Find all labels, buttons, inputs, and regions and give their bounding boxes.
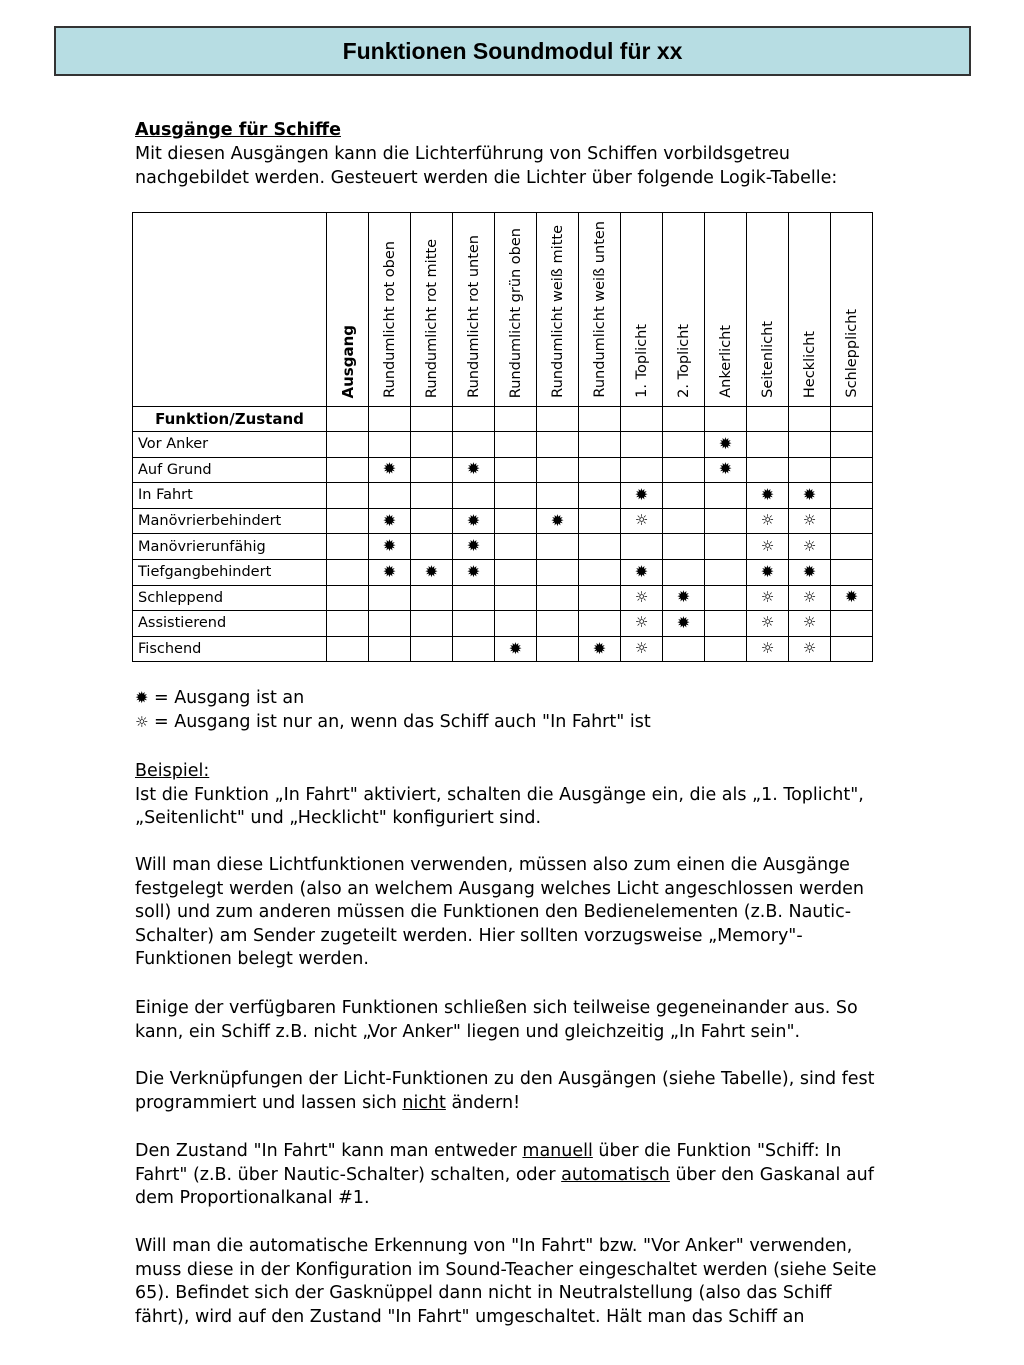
text-line: 65). Befindet sich der Gasknüppel dann nicht in Neutralstellung (also das Schiff [135, 1283, 832, 1304]
table-cell [789, 636, 831, 662]
table-cell [747, 432, 789, 458]
column-header [411, 213, 453, 407]
table-cell [369, 508, 411, 534]
example-line: „Seitenlicht" und „Hecklicht" konfiguriert sind. [135, 808, 542, 829]
table-cell [327, 636, 369, 662]
table-cell [537, 585, 579, 611]
table-cell [411, 585, 453, 611]
table-cell [369, 457, 411, 483]
light-on-icon: ✹ [592, 638, 607, 658]
table-cell [747, 457, 789, 483]
subheader-cell [369, 407, 411, 432]
light-conditional-icon: ☼ [802, 613, 817, 632]
table-cell [495, 508, 537, 534]
example-section [135, 760, 925, 831]
table-cell [495, 636, 537, 662]
table-cell [747, 483, 789, 509]
table-cell [369, 534, 411, 560]
table-cell [747, 611, 789, 637]
table-cell [453, 432, 495, 458]
table-cell [789, 534, 831, 560]
column-header-label: 1. Toplicht [633, 324, 650, 398]
legend-on [135, 686, 651, 710]
light-on-icon: ✹ [382, 510, 397, 530]
table-row [133, 457, 873, 483]
table-cell [747, 585, 789, 611]
light-on-icon: ✹ [382, 561, 397, 581]
text-line: dem Proportionalkanal #1. [135, 1188, 370, 1209]
light-conditional-icon: ☼ [634, 639, 649, 658]
table-cell [705, 559, 747, 585]
subheader-cell [747, 407, 789, 432]
table-cell [789, 559, 831, 585]
light-on-icon: ✹ [802, 484, 817, 504]
table-cell [663, 432, 705, 458]
light-conditional-icon: ☼ [634, 613, 649, 632]
table-cell [453, 636, 495, 662]
table-cell [327, 432, 369, 458]
table-row [133, 585, 873, 611]
legend-cond-text: = Ausgang ist nur an, wenn das Schiff auch "In Fahrt" ist [148, 712, 651, 732]
table-cell [747, 508, 789, 534]
light-conditional-icon: ☼ [802, 587, 817, 606]
table-cell [663, 534, 705, 560]
table-cell [579, 508, 621, 534]
table-cell [327, 534, 369, 560]
text-line: fährt), wird auf den Zustand "In Fahrt" umgeschaltet. Hält man das Schiff an [135, 1306, 805, 1327]
column-header [705, 213, 747, 407]
text-span: über die Funktion "Schiff: In [592, 1141, 842, 1161]
table-cell [453, 559, 495, 585]
state-label: Tiefgangbehindert [133, 559, 327, 585]
table-row [133, 611, 873, 637]
table-cell [537, 457, 579, 483]
table-cell [495, 611, 537, 637]
table-cell [495, 585, 537, 611]
light-on-icon: ✹ [466, 510, 481, 530]
table-cell [621, 432, 663, 458]
intro-line: Mit diesen Ausgängen kann die Lichterführung von Schiffen vorbildsgetreu [135, 144, 791, 164]
table-cell [411, 457, 453, 483]
column-header-label: Ankerlicht [717, 325, 734, 398]
subheader-cell [453, 407, 495, 432]
column-header-label: Rundumlicht rot mitte [423, 238, 440, 398]
state-label: Assistierend [133, 611, 327, 637]
table-body [133, 432, 873, 662]
subheader-cell [327, 407, 369, 432]
column-header-label: 2. Toplicht [675, 324, 692, 398]
intro-section [135, 118, 935, 190]
column-header-label: Rundumlicht weiß unten [591, 221, 608, 398]
table-row [133, 636, 873, 662]
table-cell [621, 585, 663, 611]
table-cell [537, 611, 579, 637]
text-line [135, 1164, 925, 1188]
table-cell [369, 585, 411, 611]
table-cell [579, 585, 621, 611]
light-conditional-icon: ☼ [802, 639, 817, 658]
underlined-text: manuell [522, 1141, 593, 1161]
section-heading: Ausgänge für Schiffe [135, 120, 341, 140]
table-cell [411, 636, 453, 662]
light-on-icon: ✹ [466, 459, 481, 479]
text-line [135, 1140, 925, 1164]
table-cell [327, 508, 369, 534]
subheader-cell [579, 407, 621, 432]
light-conditional-icon: ☼ [760, 511, 775, 530]
legend [135, 686, 651, 734]
table-row [133, 432, 873, 458]
light-on-icon: ✹ [718, 459, 733, 479]
light-on-icon: ✹ [508, 638, 523, 658]
table-cell [705, 432, 747, 458]
table-cell [579, 457, 621, 483]
table-cell [621, 559, 663, 585]
table-cell [495, 457, 537, 483]
table-cell [537, 559, 579, 585]
table-cell [747, 534, 789, 560]
table-cell [789, 457, 831, 483]
table-cell [621, 508, 663, 534]
text-line: Schalter) am Sender zugeteilt werden. Hier sollten vorzugsweise „Memory"- [135, 925, 803, 946]
state-label: Manövrierunfähig [133, 534, 327, 560]
table-row [133, 559, 873, 585]
text-line: kann, ein Schiff z.B. nicht „Vor Anker" liegen und gleichzeitig „In Fahrt sein". [135, 1021, 801, 1042]
table-cell [579, 636, 621, 662]
column-header [789, 213, 831, 407]
text-line: Funktionen belegt werden. [135, 949, 369, 970]
table-cell [789, 611, 831, 637]
table-cell [495, 534, 537, 560]
light-conditional-icon: ☼ [760, 639, 775, 658]
table-cell [537, 508, 579, 534]
table-cell [789, 432, 831, 458]
table-cell [705, 483, 747, 509]
text-line [135, 1092, 925, 1116]
column-header [369, 213, 411, 407]
text-span: Fahrt" (z.B. über Nautic-Schalter) schalten, oder [135, 1164, 562, 1185]
table-corner-cell [133, 213, 327, 407]
subheader-cell [705, 407, 747, 432]
legend-on-text: = Ausgang ist an [148, 688, 305, 708]
text-span: Den Zustand "In Fahrt" kann man entweder [135, 1141, 523, 1161]
light-on-icon: ✹ [382, 459, 397, 479]
text-span: über den Gaskanal auf [669, 1164, 874, 1185]
table-cell [705, 611, 747, 637]
state-header: Funktion/Zustand [133, 407, 327, 432]
table-cell [621, 636, 663, 662]
text-span: programmiert und lassen sich [135, 1092, 403, 1113]
table-cell [621, 534, 663, 560]
text-line: Will man die automatische Erkennung von "In Fahrt" bzw. "Vor Anker" verwenden, [135, 1236, 853, 1256]
table-cell [621, 611, 663, 637]
state-label: Fischend [133, 636, 327, 662]
table-cell [663, 559, 705, 585]
table-cell [747, 636, 789, 662]
light-on-icon: ✹ [844, 587, 859, 607]
table-cell [831, 534, 873, 560]
table-cell [579, 559, 621, 585]
paragraph-1 [135, 854, 925, 972]
table-cell [831, 636, 873, 662]
table-cell [579, 432, 621, 458]
table-cell [579, 483, 621, 509]
table-cell [369, 611, 411, 637]
light-conditional-icon: ☼ [135, 713, 149, 731]
subheader-cell [537, 407, 579, 432]
light-on-icon: ✹ [760, 561, 775, 581]
table-cell [495, 559, 537, 585]
light-on-icon: ✹ [634, 484, 649, 504]
column-header-label: Schlepplicht [843, 309, 860, 398]
light-conditional-icon: ☼ [802, 536, 817, 555]
page-title: Funktionen Soundmodul für xx [54, 26, 971, 76]
state-label: Auf Grund [133, 457, 327, 483]
paragraph-4 [135, 1140, 925, 1211]
column-header [453, 213, 495, 407]
table-cell [705, 457, 747, 483]
light-on-icon: ✹ [424, 561, 439, 581]
subheader-cell [789, 407, 831, 432]
light-conditional-icon: ☼ [634, 587, 649, 606]
table-cell [411, 559, 453, 585]
subheader-cell [621, 407, 663, 432]
text-line: festgelegt werden (also an welchem Ausgang welches Licht angeschlossen werden [135, 878, 864, 899]
column-header-label: Rundumlicht grün oben [507, 227, 524, 398]
table-cell [789, 483, 831, 509]
table-cell [327, 457, 369, 483]
table-cell [495, 432, 537, 458]
column-header-label: Seitenlicht [759, 321, 776, 398]
table-row [133, 508, 873, 534]
table-cell [411, 534, 453, 560]
light-conditional-icon: ☼ [760, 613, 775, 632]
underlined-text: automatisch [561, 1164, 670, 1185]
table-cell [537, 534, 579, 560]
table-cell [831, 508, 873, 534]
table-cell [663, 483, 705, 509]
logic-table [132, 212, 873, 662]
table-cell [579, 611, 621, 637]
text-line: soll) und zum anderen müssen die Funktionen den Bedienelementen (z.B. Nautic- [135, 902, 852, 923]
light-conditional-icon: ☼ [760, 536, 775, 555]
light-on-icon: ✹ [676, 587, 691, 607]
column-header-label: Rundumlicht rot oben [381, 241, 398, 398]
light-on-icon: ✹ [718, 433, 733, 453]
light-on-icon: ✹ [634, 561, 649, 581]
light-conditional-icon: ☼ [760, 587, 775, 606]
table-cell [663, 636, 705, 662]
table-cell [369, 559, 411, 585]
table-cell [369, 636, 411, 662]
table-cell [663, 585, 705, 611]
subheader-cell [831, 407, 873, 432]
table-cell [411, 483, 453, 509]
table-cell [831, 457, 873, 483]
light-conditional-icon: ☼ [634, 511, 649, 530]
light-on-icon: ✹ [550, 510, 565, 530]
table-cell [411, 508, 453, 534]
underlined-text: nicht [402, 1092, 446, 1113]
state-label: Vor Anker [133, 432, 327, 458]
example-heading: Beispiel: [135, 761, 210, 781]
light-on-icon: ✹ [760, 484, 775, 504]
table-cell [705, 585, 747, 611]
example-line: Ist die Funktion „In Fahrt" aktiviert, schalten die Ausgänge ein, die als „1. Toplicht", [135, 784, 864, 805]
table-cell [705, 508, 747, 534]
table-cell [621, 483, 663, 509]
table-cell [663, 457, 705, 483]
table-cell [621, 457, 663, 483]
paragraph-2 [135, 997, 925, 1044]
table-cell [453, 483, 495, 509]
state-label: In Fahrt [133, 483, 327, 509]
table-cell [537, 483, 579, 509]
ausgang-label: Ausgang [338, 324, 357, 398]
table-cell [453, 585, 495, 611]
table-row [133, 483, 873, 509]
subheader-cell [495, 407, 537, 432]
text-line: Die Verknüpfungen der Licht-Funktionen zu den Ausgängen (siehe Tabelle), sind fest [135, 1069, 875, 1089]
table-row [133, 534, 873, 560]
table-cell [831, 585, 873, 611]
light-on-icon: ✹ [135, 688, 149, 707]
table-cell [369, 483, 411, 509]
column-header-label: Rundumlicht weiß mitte [549, 225, 566, 398]
table-cell [663, 611, 705, 637]
text-span: ändern! [445, 1092, 521, 1113]
table-cell [327, 585, 369, 611]
subheader-cell [663, 407, 705, 432]
table-cell [453, 508, 495, 534]
light-on-icon: ✹ [676, 612, 691, 632]
paragraph-3 [135, 1068, 925, 1115]
table-cell [411, 432, 453, 458]
table-cell [327, 483, 369, 509]
table-cell [327, 559, 369, 585]
subheader-cell [411, 407, 453, 432]
table-cell [705, 636, 747, 662]
table-cell [663, 508, 705, 534]
table-cell [537, 636, 579, 662]
paragraph-5 [135, 1235, 925, 1329]
table-cell [453, 457, 495, 483]
intro-line: nachgebildet werden. Gesteuert werden die Lichter über folgende Logik-Tabelle: [135, 168, 838, 188]
table-cell [453, 534, 495, 560]
table-cell [453, 611, 495, 637]
column-header [579, 213, 621, 407]
table-cell [579, 534, 621, 560]
column-header-label: Hecklicht [801, 330, 818, 398]
table-cell [705, 534, 747, 560]
table-cell [831, 611, 873, 637]
table-cell [789, 508, 831, 534]
table-cell [327, 611, 369, 637]
table-cell [831, 432, 873, 458]
column-header-label: Rundumlicht rot unten [465, 235, 482, 398]
state-label: Manövrierbehindert [133, 508, 327, 534]
column-header [831, 213, 873, 407]
table-cell [831, 559, 873, 585]
light-on-icon: ✹ [802, 561, 817, 581]
column-header [747, 213, 789, 407]
column-header-ausgang [327, 213, 369, 407]
state-label: Schleppend [133, 585, 327, 611]
text-line: muss diese in der Konfiguration im Sound-Teacher eingeschaltet werden (siehe Seite [135, 1259, 877, 1280]
table-cell [831, 483, 873, 509]
table-cell [369, 432, 411, 458]
table-cell [747, 559, 789, 585]
text-line: Will man diese Lichtfunktionen verwenden, müssen also zum einen die Ausgänge [135, 855, 850, 875]
column-header [621, 213, 663, 407]
text-line: Einige der verfügbaren Funktionen schließen sich teilweise gegeneinander aus. So [135, 998, 858, 1018]
light-on-icon: ✹ [466, 561, 481, 581]
column-header [495, 213, 537, 407]
light-on-icon: ✹ [382, 536, 397, 556]
table-cell [789, 585, 831, 611]
light-on-icon: ✹ [466, 536, 481, 556]
column-header [537, 213, 579, 407]
legend-conditional [135, 710, 651, 734]
column-header [663, 213, 705, 407]
table-cell [537, 432, 579, 458]
table-cell [411, 611, 453, 637]
light-conditional-icon: ☼ [802, 511, 817, 530]
table-cell [495, 483, 537, 509]
